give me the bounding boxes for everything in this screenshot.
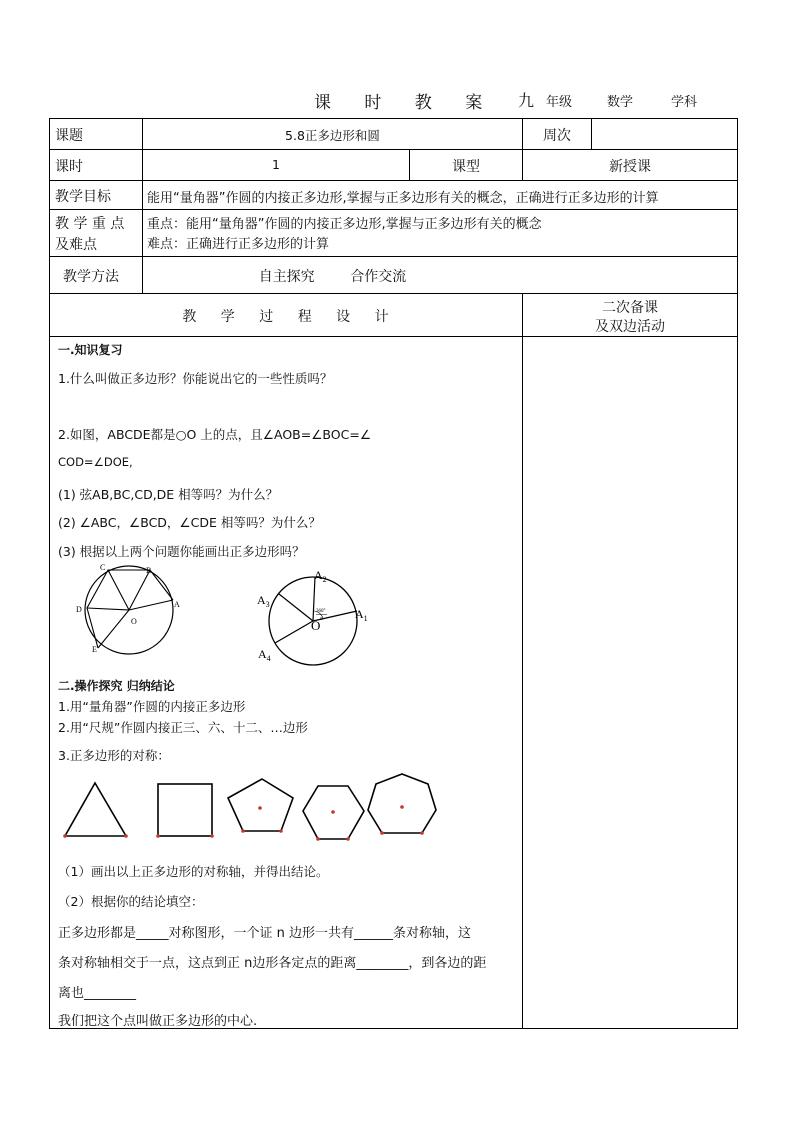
label-A3: $A_3$ bbox=[257, 593, 270, 609]
pentagon-shape bbox=[228, 779, 293, 833]
key-point: 重点：能用“量角器”作圆的内接正多边形,掌握与正多边形有关的概念 bbox=[147, 217, 542, 232]
label-C: C bbox=[100, 563, 106, 572]
question-2-part-1: (1) 弦AB,BC,CD,DE 相等吗？为什么？ bbox=[58, 487, 279, 502]
question-2-line-2: COD=∠DOE, bbox=[58, 455, 133, 469]
side-label-1: 二次备课 bbox=[602, 300, 658, 316]
section-2-title: 二.操作探究 归纳结论 bbox=[58, 679, 175, 693]
label-A4: $A_4$ bbox=[258, 647, 271, 663]
row-divider bbox=[49, 118, 738, 119]
square-shape bbox=[156, 784, 214, 838]
heptagon-shape bbox=[368, 774, 436, 835]
type-value: 新授课 bbox=[609, 159, 651, 175]
regular-polygons bbox=[58, 770, 458, 845]
grade-value: 九 bbox=[518, 91, 535, 110]
hexagon-shape bbox=[303, 786, 364, 841]
label-O: O bbox=[311, 618, 321, 633]
col-divider bbox=[49, 118, 50, 1029]
task-2: （2）根据你的结论填空： bbox=[58, 894, 204, 909]
grade-label: 年级 bbox=[546, 95, 573, 110]
hours-value: 1 bbox=[272, 157, 280, 172]
topic-value: 5.8正多边形和圆 bbox=[285, 128, 380, 143]
side-label-2: 及双边活动 bbox=[595, 319, 665, 335]
process-label: 教 学 过 程 设 计 bbox=[182, 309, 390, 325]
circle-figure-1 bbox=[70, 560, 200, 660]
topic-label: 课题 bbox=[55, 128, 83, 144]
operation-3: 3.正多边形的对称： bbox=[58, 748, 170, 763]
col-divider bbox=[737, 118, 738, 1029]
label-O: O bbox=[131, 617, 137, 626]
method-value: 自主探究 合作交流 bbox=[258, 269, 407, 285]
row-divider bbox=[49, 293, 738, 294]
label-B: B bbox=[146, 566, 152, 575]
question-1: 1.什么叫做正多边形？你能说出它的一些性质吗？ bbox=[58, 371, 333, 386]
fill-blank-line-4: 我们把这个点叫做正多边形的中心. bbox=[58, 1014, 258, 1029]
row-divider bbox=[49, 209, 738, 210]
circle-figure-2 bbox=[255, 566, 385, 674]
key-label-2: 及难点 bbox=[55, 237, 97, 253]
label-A1: $A_1$ bbox=[355, 607, 368, 623]
difficulty: 难点：正确进行正多边形的计算 bbox=[147, 237, 330, 252]
method-label: 教学方法 bbox=[63, 269, 119, 285]
label-E: E bbox=[92, 645, 97, 654]
subject-value: 数学 bbox=[607, 95, 634, 110]
subject-label: 学科 bbox=[671, 95, 698, 110]
row-divider bbox=[49, 180, 738, 181]
fill-blank-line-3: 离也________ bbox=[58, 986, 137, 1001]
operation-2: 2.用“尺规”作圆内接正三、六、十二、…边形 bbox=[58, 720, 308, 735]
key-label-1: 教 学 重 点 bbox=[55, 216, 125, 232]
question-2-part-2: (2) ∠ABC，∠BCD，∠CDE 相等吗？为什么？ bbox=[58, 515, 321, 530]
row-divider bbox=[49, 256, 738, 257]
goal-label: 教学目标 bbox=[55, 189, 111, 205]
angle-denominator: n bbox=[320, 617, 323, 622]
hours-label: 课时 bbox=[55, 159, 83, 175]
col-divider bbox=[522, 293, 523, 1028]
col-divider bbox=[591, 118, 592, 149]
question-2-part-3: (3) 根据以上两个问题你能画出正多边形吗？ bbox=[58, 544, 305, 559]
week-label: 周次 bbox=[543, 128, 571, 144]
label-A2: $A_2$ bbox=[314, 568, 327, 584]
section-1-title: 一.知识复习 bbox=[58, 343, 123, 357]
type-label: 课型 bbox=[452, 159, 480, 175]
triangle-shape bbox=[63, 783, 128, 838]
label-A: A bbox=[174, 600, 180, 609]
angle-numerator: 360° bbox=[316, 609, 326, 614]
task-1: （1）画出以上正多边形的对称轴，并得出结论。 bbox=[58, 864, 329, 879]
fill-blank-line-1: 正多边形都是_____对称图形，一个证 n 边形一共有______条对称轴，这 bbox=[58, 926, 472, 941]
fill-blank-line-2: 条对称轴相交于一点，这点到正 n边形各定点的距离________，到各边的距 bbox=[58, 956, 487, 971]
page-header bbox=[0, 88, 794, 113]
goal-value: 能用“量角器”作圆的内接正多边形,掌握与正多边形有关的概念，正确进行正多边形的计算 bbox=[147, 191, 659, 206]
label-D: D bbox=[76, 605, 82, 614]
question-2-line-1: 2.如图，ABCDE都是○O 上的点，且∠AOB=∠BOC=∠ bbox=[58, 427, 372, 442]
row-divider bbox=[49, 149, 738, 150]
page-title: 课 时 教 案 bbox=[314, 93, 497, 113]
row-divider bbox=[49, 336, 738, 337]
operation-1: 1.用“量角器”作圆的内接正多边形 bbox=[58, 699, 246, 714]
